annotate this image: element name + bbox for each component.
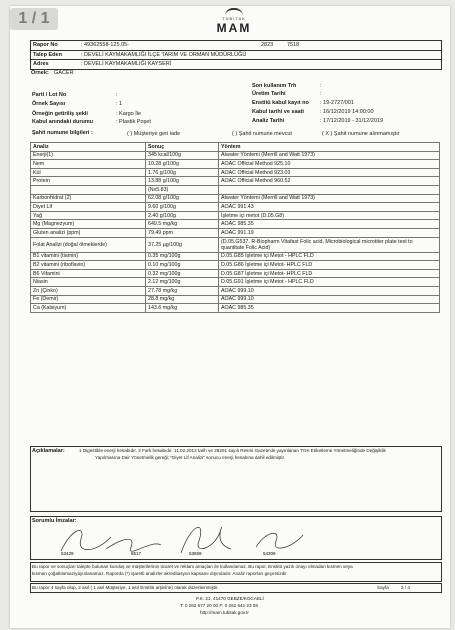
signatures-label: Sorumlu İmzalar: — [32, 518, 77, 524]
signature-id-3: 53659 — [189, 551, 202, 556]
table-row — [31, 185, 440, 194]
table-row — [31, 304, 440, 313]
adres-value: : DEVELİ KAYMAKAMLIĞI KAYSERİ — [81, 61, 172, 67]
address-line-3: http://mam.tubitak.gov.tr — [200, 610, 249, 615]
table-cell: 28.8 mg/kg — [146, 295, 219, 304]
uretim-value: : — [320, 91, 322, 97]
table-cell: 143.6 mg/kg — [146, 304, 219, 313]
table-row — [31, 220, 440, 229]
table-header-cell: Sonuç — [146, 143, 219, 152]
table-cell: 10.28 g/100g — [146, 160, 219, 169]
table-cell: Fe (Demir) — [31, 295, 146, 304]
kabul-tarihi-label: Kabul tarihi ve saati — [252, 109, 304, 115]
signatures-box — [30, 516, 442, 560]
logo-arc-icon — [225, 8, 243, 16]
table-cell: AOAC 985.35 — [219, 220, 440, 229]
table-cell: 2.40 g/100g — [146, 211, 219, 220]
table-cell: 649.5 mg/kg — [146, 220, 219, 229]
table-cell: Kül — [31, 168, 146, 177]
table-cell: Mg (Magnezyum) — [31, 220, 146, 229]
talep-eden-value: : DEVELİ KAYMAKAMLIĞI İLÇE TARIM VE ORMAN MÜDÜRLÜĞÜ — [81, 51, 247, 58]
table-row — [31, 228, 440, 237]
rapor-no-num1: 2823 — [261, 42, 274, 48]
report-header-box — [30, 40, 442, 70]
table-cell: Gluten analizi (ppm) — [31, 228, 146, 237]
analiz-value: : 17/12/2019 - 31/12/2019 — [320, 118, 383, 124]
son-kullanim-value: : — [320, 83, 322, 89]
table-cell: AOAC 991.19 — [219, 228, 440, 237]
table-row — [31, 261, 440, 270]
signature-id-1: 53429 — [61, 551, 74, 556]
table-cell: 0.35 mg/100g — [146, 252, 219, 261]
table-row — [31, 252, 440, 261]
ornek-label: Örnek: — [31, 70, 49, 76]
kabul-label: Kabul anındaki durumu — [32, 119, 94, 125]
table-row — [31, 151, 440, 160]
table-header-cell: Analiz — [31, 143, 146, 152]
table-row — [31, 286, 440, 295]
parti-label: Parti / Lot No — [32, 92, 67, 98]
address-line-1: P.K. 21, 41470 GEBZE/KOCAELİ — [196, 596, 264, 601]
footer-pages-box — [30, 583, 442, 593]
table-cell: B1 vitamini (tiamin) — [31, 252, 146, 261]
table-cell: Zn (Çinko) — [31, 286, 146, 295]
table-cell: Atwater Yöntemi (Merrill and Watt 1973) — [219, 151, 440, 160]
table-cell: Niasin — [31, 278, 146, 287]
table-cell: AOAC Official Method 960.52 — [219, 177, 440, 186]
table-cell: Nem — [31, 160, 146, 169]
witness-option-none: ( X ) Şahit numune alınmamıştır — [322, 131, 400, 137]
table-row — [31, 177, 440, 186]
sayisi-value: : 1 — [116, 101, 123, 107]
logo-sub: TÜBİTAK — [222, 16, 246, 21]
rapor-no-num2: 7518 — [287, 42, 300, 48]
witness-option-present: ( ) Şahit numune mevcut — [232, 131, 292, 137]
page-value: 2 / 4 — [401, 585, 410, 590]
talep-eden-label: Talep Eden — [33, 51, 62, 58]
page-label: Sayfa — [377, 585, 389, 590]
table-cell: Diyet Lif — [31, 203, 146, 212]
kabul-value: : Plastik Poşet — [116, 119, 151, 125]
table-row — [31, 269, 440, 278]
kabul-tarihi-value: : 16/12/2019 14:00:00 — [320, 109, 374, 115]
table-cell: 0.32 mg/100g — [146, 269, 219, 278]
results-table — [30, 142, 440, 313]
signature-3 — [181, 527, 231, 553]
enstitu-value: : 19-2727/001 — [320, 100, 354, 106]
son-kullanim-label: Son kullanım Trh — [252, 83, 297, 89]
table-cell: AOAC Official Method 925.10 — [219, 160, 440, 169]
table-cell: Folat Analizi (doğal ölmeklerde) — [31, 237, 146, 252]
table-cell: 37.25 µg/100g — [146, 237, 219, 252]
signature-marks — [41, 519, 421, 559]
table-row — [31, 278, 440, 287]
table-cell: 62.08 g/100g — [146, 194, 219, 203]
notes-label: Açıklamalar: — [32, 448, 65, 454]
table-cell: AOAC Official Method 923.03 — [219, 168, 440, 177]
notes-box — [30, 446, 442, 512]
table-row — [31, 211, 440, 220]
getirilis-value: : Kargo İle — [116, 111, 142, 117]
table-cell: Enerji(1) — [31, 151, 146, 160]
logo-name: MAM — [216, 21, 252, 35]
table-cell: (D.05.G537. R-Biopharm Vitafast Folic acid, Microbiological microtiter plate test to quantitate Folic Acid) — [219, 237, 440, 252]
witness-option-return: ( ) Müşteriye geri iade — [127, 131, 181, 137]
table-cell: 9.60 g/100g — [146, 203, 219, 212]
table-header-row — [31, 143, 440, 152]
table-header-cell: Yöntem — [219, 143, 440, 152]
notes-text-2: Yapılmasına Dair Yönetmelik gereği; "Diyet Lif Analizi" sonucu enerji hesabına dahil edilmiştir. — [95, 455, 286, 460]
address-line-2: T: 0 262 677 20 00 F: 0 262 641 23 08 — [180, 603, 258, 608]
table-cell: D.05.G86 İşletme içi Metot- HPLC FLD — [219, 261, 440, 270]
table-cell: Protein — [31, 177, 146, 186]
signature-id-4: 54309 — [263, 551, 276, 556]
table-row — [31, 237, 440, 252]
witness-label: Şahit numune bilgileri : — [32, 130, 93, 136]
footer-line-2: kısmen çoğaltılamaz/yayınlanamaz. Raporda (*) işaretli analizler akreditasyon kapsamı dışındadır. Analiz raporları geçersizdir. — [32, 571, 288, 576]
table-cell: 79.49 ppm — [146, 228, 219, 237]
table-cell: B2 vitamini (riboflavin) — [31, 261, 146, 270]
table-cell: 13.88 g/100g — [146, 177, 219, 186]
signature-id-2: 6517 — [131, 551, 142, 556]
table-cell: 2.12 mg/100g — [146, 278, 219, 287]
table-cell: D.05.G85 İşletme içi Metot - HPLC FLD — [219, 252, 440, 261]
table-cell: Yağ — [31, 211, 146, 220]
table-cell: D.05.G87 İşletme içi Metot- HPLC FLD — [219, 269, 440, 278]
signature-4 — [256, 533, 303, 548]
table-row — [31, 295, 440, 304]
rapor-no-label: Rapor No — [33, 42, 58, 48]
signature-1 — [61, 530, 111, 551]
table-cell — [219, 185, 440, 194]
adres-label: Adres — [33, 61, 49, 67]
table-cell: 1.76 g/100g — [146, 168, 219, 177]
rapor-no-value: : 49362558-125.05- — [81, 42, 130, 48]
footer-line-1: Bu rapor ve sonuçları talepte bulunan kuruluş ve müşterilerinin ticaret ve reklam amaçları ile kullanılamaz. Bu rapor, Enstitü yazılı onayı olmadan kısmen veya — [32, 564, 353, 569]
getirilis-label: Örneğin getiriliş şekli — [32, 111, 88, 117]
table-cell — [31, 185, 146, 194]
parti-value: : — [116, 92, 118, 98]
uretim-label: Üretim Tarihi — [252, 91, 286, 97]
table-cell: AOAC 985.35 — [219, 304, 440, 313]
table-cell: İşletme içi metot (D.05.G8) — [219, 211, 440, 220]
table-cell: 0.10 mg/100g — [146, 261, 219, 270]
footer-line-3: Bu rapor 4 sayfa olup, 2 asıl ( 1 asıl Müşteriye, 1 asıl Enstitü arşivine) olarak düzenlenmiştir. — [32, 585, 219, 590]
analiz-label: Analiz Tarihi — [252, 118, 285, 124]
page-indicator: 1 / 1 — [10, 8, 58, 30]
table-cell: Ca (Kalsiyum) — [31, 304, 146, 313]
table-cell: AOAC 999.10 — [219, 286, 440, 295]
ornek-value: GACER — [54, 70, 74, 76]
table-cell: Atwater Yöntemi (Merrill and Watt 1973) — [219, 194, 440, 203]
table-cell: AOAC 991.43 — [219, 203, 440, 212]
table-cell: (Nx5.83) — [146, 185, 219, 194]
table-cell: D.05.G91 İşletme içi Metot - HPLC FLD — [219, 278, 440, 287]
tubitak-mam-logo — [204, 8, 264, 35]
enstitu-label: Enstitü kabul kayıt no — [252, 100, 309, 106]
table-row — [31, 168, 440, 177]
table-row — [31, 160, 440, 169]
table-cell: 27.78 mg/kg — [146, 286, 219, 295]
table-cell: B6 Vitamini — [31, 269, 146, 278]
table-row — [31, 194, 440, 203]
table-row — [31, 203, 440, 212]
signature-2 — [106, 539, 161, 551]
table-cell: AOAC 999.10 — [219, 295, 440, 304]
table-cell: Karbonhidrat (2) — [31, 194, 146, 203]
notes-text-1: 1 Digestible enerji hesabıdır. 2 Fark hesabıdır. 11.02.2012 tarih ve 28201 sayılı Resmi Gazete'de yayınlanan TGK Etiketleme Yönetmeliğinde Değişiklik — [79, 448, 386, 453]
footer-disclaimer-box — [30, 562, 442, 582]
sayisi-label: Örnek Sayısı — [32, 101, 66, 107]
table-cell: 345 kcal/100g — [146, 151, 219, 160]
